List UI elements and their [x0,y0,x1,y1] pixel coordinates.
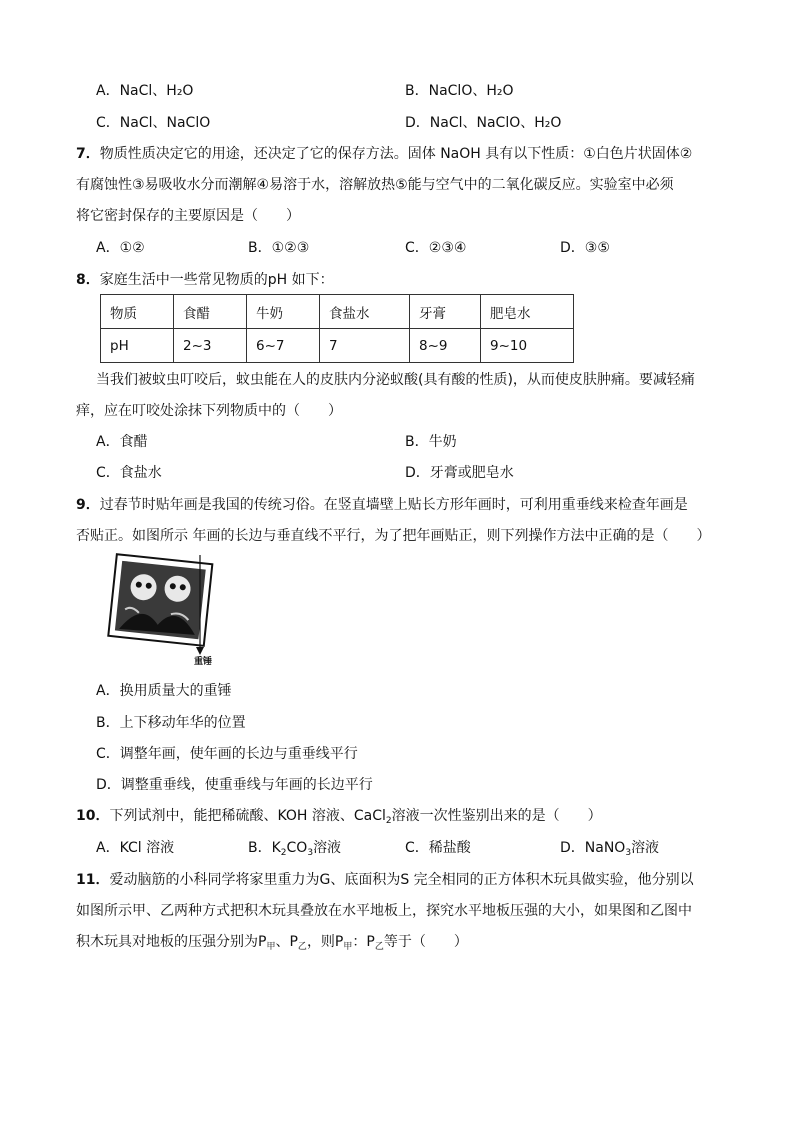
q10-d-text-2: 溶液 [631,840,660,856]
q10-stem [76,806,602,831]
table-cell: 9~10 [481,329,574,363]
q9-option-c: C．调整年画，使年画的长边与重垂线平行 [96,746,358,762]
table-cell: 食盐水 [320,295,410,329]
table-cell: 牛奶 [247,295,320,329]
tilted-picture-illustration [102,553,222,668]
q6-option-a: A．NaCl、H₂O [96,83,194,99]
q7-option-c: C．②③④ [405,240,467,256]
q11-text-a: 积木玩具对地板的压强分别为P [76,934,267,950]
q7-number: 7． [76,146,100,162]
q8-stem-line2: 当我们被蚊虫叮咬后，蚊虫能在人的皮肤内分泌蚁酸(具有酸的性质)，从而使皮肤肿痛。要减轻痛 [96,372,695,388]
subscript-yi: 乙 [297,942,307,952]
q11-stem-line3 [76,932,468,957]
table-cell: 7 [320,329,410,363]
q11-text-b: 、P [275,934,298,950]
q8-stem-line3: 痒，应在叮咬处涂抹下列物质中的（ ） [76,403,342,419]
subscript-jia: 甲 [343,942,353,952]
subscript-yi: 乙 [374,942,384,952]
q7-stem-line3: 将它密封保存的主要原因是（ ） [76,208,300,224]
q9-stem-line1 [76,495,688,515]
q11-number: 11． [76,872,110,888]
table-cell: 8~9 [410,329,481,363]
subscript: 3 [307,848,314,858]
q9-number: 9． [76,497,100,513]
q11-text-1: 爱动脑筋的小科同学将家里重力为G、底面积为S 完全相同的正方体积木玩具做实验，他分别以 [109,872,694,888]
q9-option-a: A．换用质量大的重锤 [96,683,232,699]
q7-stem-line1 [76,144,692,164]
q11-stem-line2: 如图所示甲、乙两种方式把积木玩具叠放在水平地板上，探究水平地板压强的大小，如果图和乙图中 [76,903,692,919]
table-row [101,329,574,363]
table-cell: 肥皂水 [481,295,574,329]
q10-b-text-1: B．K [248,840,281,856]
q11-text-e: 等于（ ） [383,934,468,950]
q11-text-c: ，则P [306,934,344,950]
table-cell: 食醋 [174,295,247,329]
table-cell: pH [101,329,174,363]
q10-text-a: 下列试剂中，能把稀硫酸、KOH 溶液、CaCl [109,808,386,824]
q8-option-b: B．牛奶 [405,434,457,450]
q8-option-c: C．食盐水 [96,465,162,481]
table-cell: 物质 [101,295,174,329]
q7-option-a: A．①② [96,240,145,256]
q10-d-text-1: D．NaNO [560,840,626,856]
subscript: 2 [280,848,287,858]
q8-option-d: D．牙膏或肥皂水 [405,465,514,481]
new-year-picture-figure [102,553,222,668]
q10-option-a: A．KCl 溶液 [96,840,175,856]
q8-stem [76,270,334,290]
q10-option-c: C．稀盐酸 [405,840,471,856]
q6-option-d: D．NaCl、NaClO、H₂O [405,115,562,131]
q8-stem-text: 家庭生活中一些常见物质的pH 如下： [99,272,334,288]
subscript: 3 [625,848,632,858]
q10-text-b: 溶液一次性鉴别出来的是（ ） [391,808,602,824]
q10-number: 10． [76,808,110,824]
table-cell: 2~3 [174,329,247,363]
table-header-row [101,295,574,329]
q9-option-d: D．调整重垂线，使重垂线与年画的长边平行 [96,777,373,793]
table-cell: 6~7 [247,329,320,363]
q7-text-1: 物质性质决定它的用途，还决定了它的保存方法。固体 NaOH 具有以下性质：①白色片状固体② [99,146,693,162]
q8-option-a: A．食醋 [96,434,148,450]
q9-text-1: 过春节时贴年画是我国的传统习俗。在竖直墙壁上贴长方形年画时，可利用重垂线来检查年画是 [99,497,688,513]
q8-number: 8． [76,272,100,288]
q11-text-d: ：P [352,934,375,950]
q11-stem-line1 [76,870,694,890]
q6-option-c: C．NaCl、NaClO [96,115,211,131]
q7-stem-line2: 有腐蚀性③易吸收水分而潮解④易溶于水，溶解放热⑤能与空气中的二氧化碳反应。实验室中必须 [76,177,674,193]
q10-b-text-3: 溶液 [313,840,342,856]
q10-option-d [560,838,659,863]
q7-option-d: D．③⑤ [560,240,610,256]
q6-option-b: B．NaClO、H₂O [405,83,514,99]
heavy-hammer-label: 重锤 [194,657,213,667]
table-cell: 牙膏 [410,295,481,329]
q7-option-b: B．①②③ [248,240,310,256]
q9-option-b: B．上下移动年华的位置 [96,715,246,731]
subscript-jia: 甲 [266,942,276,952]
q10-option-b [248,838,341,863]
q10-b-text-2: CO [286,840,308,856]
ph-table [100,294,574,363]
subscript: 2 [385,816,392,826]
q9-stem-line2: 否贴正。如图所示 年画的长边与垂直线不平行，为了把年画贴正，则下列操作方法中正确的是（ ） [76,528,711,544]
